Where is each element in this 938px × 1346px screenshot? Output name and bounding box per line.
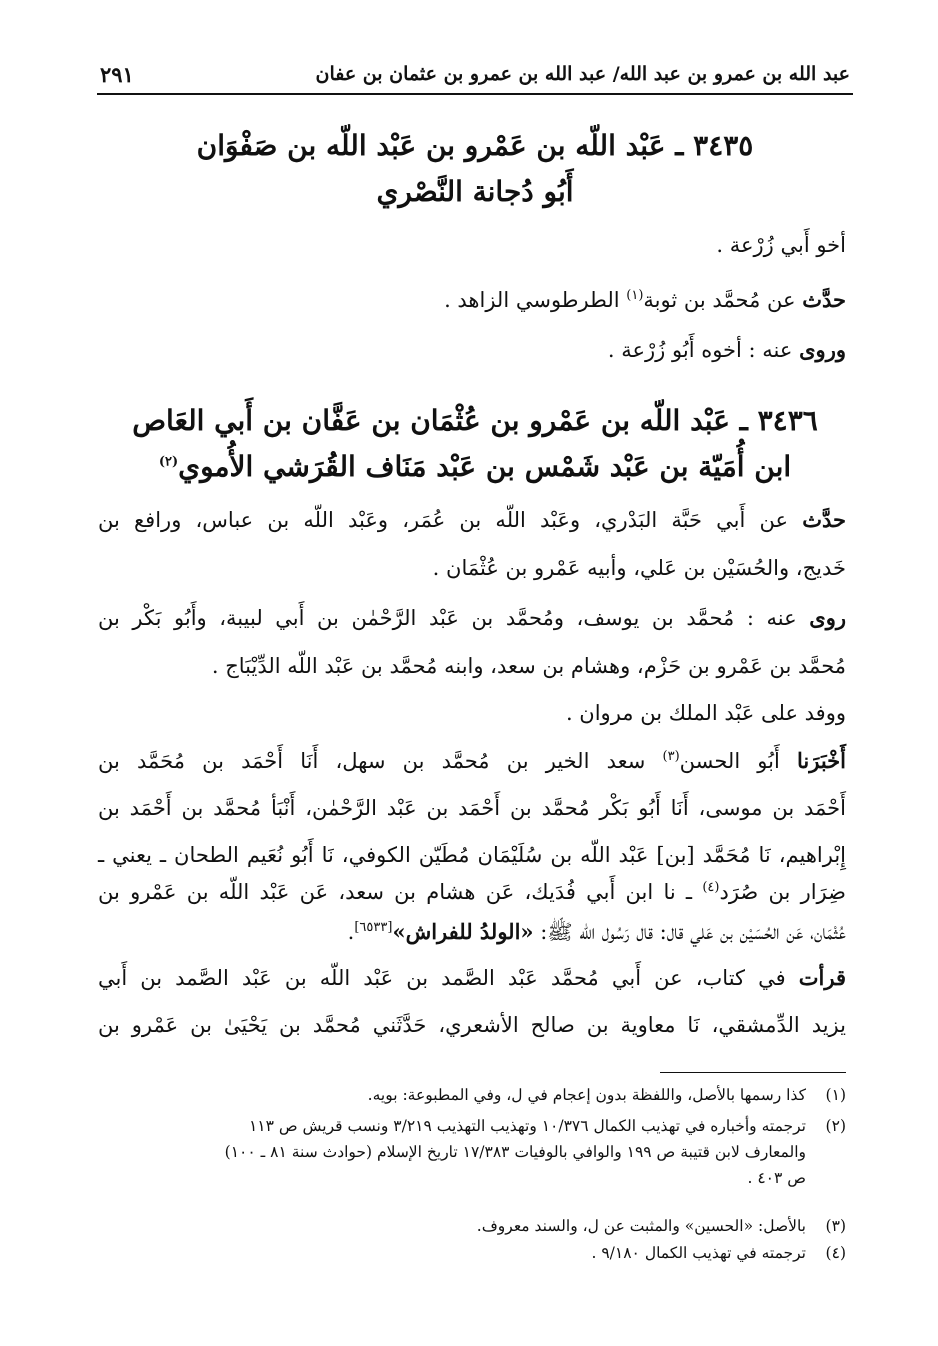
text: عن مُحمَّد بن ثوبة (643, 288, 796, 312)
footnote-1 (98, 1082, 846, 1108)
p4-line5 (98, 917, 846, 947)
p5-line2: يزيد الدِّمشقي، نَا معاوية بن صالح الأشعري، حَدَّثَني مُحمَّد بن يَحْيَىٰ بن عَمْرو بن (98, 1013, 846, 1037)
p1-line2: خَديج، والحُسَيْن بن عَلي، وأبيه عَمْرو بن عُثْمَان . (432, 556, 846, 580)
text: عنه : أخوه أَبُو زُرْعة . (607, 338, 793, 362)
footnote-3 (98, 1213, 846, 1239)
entry-3435-line2 (98, 285, 846, 315)
footnote-2 (98, 1113, 846, 1191)
p4-line1 (98, 746, 846, 776)
entry-3436-heading (100, 398, 850, 490)
footnote-text: والمعارف لابن قتيبة ص ١٩٩ والوافي بالوفيات ١٧/٣٨٣ تاريخ الإسلام (حوادث سنة ٨١ ـ ١٠٠) (224, 1143, 806, 1161)
hadith-quote: «الولدُ للفراش» (392, 919, 534, 944)
narrated-label: حدَّث (802, 287, 846, 312)
p1-line1 (98, 505, 846, 535)
text: الطرطوسي الزاهد . (444, 288, 620, 312)
text: في كتاب، عن أَبي مُحمَّد عَبْد الصَّمد بن عَبْد اللّه بن عَبْد الصَّمد بن أَبي (98, 966, 786, 990)
text: عن أَبي حَبَّة البَدْري، وعَبْد اللّه بن عُمَر، وعَبْد اللّه بن عباس، ورافع بن (98, 508, 789, 532)
entry-3436-heading-line2 (100, 444, 850, 490)
footnote-text: بالأصل: «الحسين» والمثبت عن ل، والسند معروف. (476, 1217, 806, 1235)
footnote-ref: (٢) (158, 454, 179, 470)
text: عُثْمَان، عَن الحُسَيْن بن عَلي قال: قال رَسُول اللّه ﷺ: (540, 920, 846, 944)
p2-line2: مُحمَّد بن عَمْرو بن حَزْم، وهشام بن سعد، وابنه مُحمَّد بن عَبْد اللّه الدِّيْبَاج . (211, 654, 846, 678)
entry-3435-heading (100, 123, 850, 215)
footnote-4 (98, 1240, 846, 1266)
footnote-text: ص ٤٠٣ . (747, 1169, 806, 1187)
footnote-number: (٢) (825, 1117, 846, 1135)
footnote-number: (٤) (825, 1244, 846, 1262)
footnote-text: ترجمته في تهذيب الكمال ٩/١٨٠ . (591, 1244, 806, 1262)
read-label: قرأت (798, 965, 846, 990)
entry-3435-line3 (98, 335, 846, 365)
p5-line1 (98, 963, 846, 993)
running-title: عبد الله بن عمرو بن عبد الله/ عبد الله بن عمرو بن عثمان بن عفان (315, 63, 850, 85)
text: ـ نا ابن أَبي فُدَيك، عَن هشام بن سعد، عَن عَبْد اللّه بن عَمْرو بن (98, 880, 693, 904)
transmitted-label: وروى (799, 337, 846, 362)
footnote-ref: (٤) (702, 880, 720, 895)
text: سعد الخير بن مُحمَّد بن سهل، أَنَا أَحْمَد بن مُحَمَّد بن (98, 749, 646, 773)
footnote-ref: (٣) (662, 749, 680, 764)
p2-line1 (98, 603, 846, 633)
header-rule (97, 93, 853, 95)
text: أَبُو الحسن (679, 749, 780, 773)
entry-3435-line1: أخو أَبي زُرْعة . (716, 233, 846, 257)
informed-label: أَخْبَرَنا (797, 748, 846, 773)
text: ضِرَار بن صُرَد (719, 880, 846, 904)
footnote-text: كذا رسمها بالأصل، واللفظة بدون إعجام في ل، وفي المطبوعة: بويه. (367, 1086, 806, 1104)
entry-3436-heading-line1: ٣٤٣٦ ـ عَبْد اللّه بن عَمْرو بن عُثْمَان بن عَفَّان بن أَبي العَاص (132, 404, 818, 437)
transmitted-label: روى (809, 605, 846, 630)
page-number: ٢٩١ (100, 61, 134, 87)
p4-line2: أَحْمَد بن موسى، أَنَا أَبُو بَكْر مُحمَّد بن أَحْمَد بن عَبْد الرَّحْمٰن، أَنْبَأ مُحمَّد بن أَحْمَد بن (98, 796, 846, 820)
hadith-number: [٦٥٣٣] (354, 920, 393, 935)
footnote-rule (660, 1072, 846, 1073)
p4-line3: إِبْراهيم، نَا مُحَمَّد [بن] عَبْد اللّه بن سُلَيْمَان مُطَيّن الكوفي، نَا أَبُو نُعَيم الطحان ـ يعني ـ (98, 843, 846, 867)
entry-3435-heading-line1: ٣٤٣٥ ـ عَبْد اللّه بن عَمْرو بن عَبْد اللّه بن صَفْوَان (196, 129, 754, 162)
narrated-label: حدَّث (802, 507, 846, 532)
footnote-number: (٣) (825, 1217, 846, 1235)
p4-line4 (98, 877, 846, 907)
heading-text: ابن أُمَيّة بن عَبْد شَمْس بن عَبْد مَنَاف القُرَشي الأُموي (178, 450, 792, 483)
footnote-ref: (١) (626, 288, 644, 303)
running-header (100, 58, 850, 90)
p3-line: ووفد على عَبْد الملك بن مروان . (565, 701, 846, 725)
footnote-number: (١) (825, 1086, 846, 1104)
text: عنه : مُحمَّد بن يوسف، ومُحمَّد بن عَبْد الرَّحْمٰن بن أَبي لبيبة، وأَبُو بَكْر بن (98, 606, 797, 630)
footnote-text: ترجمته وأخباره في تهذيب الكمال ١٠/٣٧٦ وتهذيب التهذيب ٣/٢١٩ ونسب قريش ص ١١٣ (248, 1117, 806, 1135)
text: . (347, 920, 355, 944)
entry-3435-heading-line2: أَبُو دُجانة النَّصْري (376, 175, 574, 208)
